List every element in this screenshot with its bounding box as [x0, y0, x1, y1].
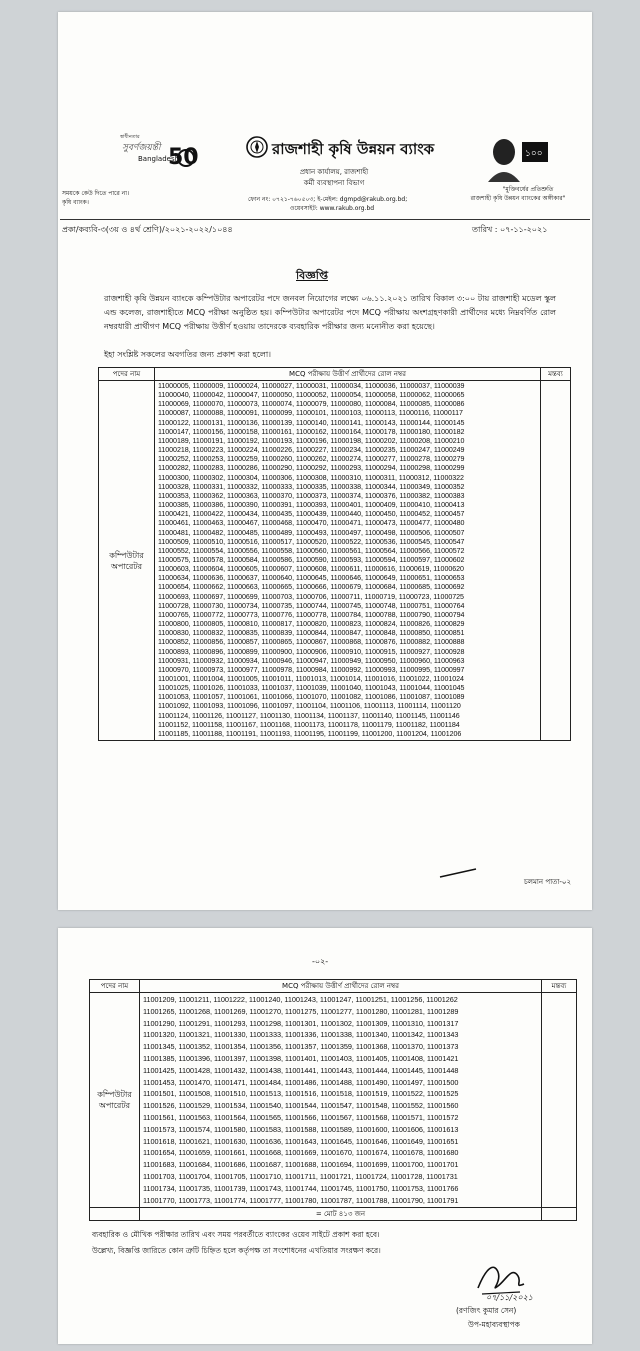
bangladesh-logo-text: Bangladesh: [138, 155, 180, 163]
roll-row: 11000552, 11000554, 11000556, 11000558, 11000560, 11000561, 11000564, 11000566, 11000572: [158, 546, 465, 555]
roll-row: 11001320, 11001321, 11001330, 11001333, 11001336, 11001338, 11001340, 11001342, 11001343: [143, 1030, 459, 1040]
office-line-2: কর্মী ব্যবস্থাপনা বিভাগ: [303, 179, 365, 187]
roll-row: 11001501, 11001508, 11001510, 11001513, 11001516, 11001518, 11001519, 11001522, 11001525: [143, 1089, 459, 1099]
contact-line-1: ফোন নং: ০৭২১-৭৬০৫০৩; ই-মেইল: dgmpd@rakub.org.bd;: [248, 196, 408, 203]
roll-row: 11001345, 11001352, 11001354, 11001356, 11001357, 11001359, 11001368, 11001370, 11001373: [143, 1042, 459, 1052]
roll-row: 11000147, 11000156, 11000158, 11000161, 11000162, 11000164, 11000178, 11000180, 11000182: [158, 427, 465, 436]
roll-row: 11001703, 11001704, 11001705, 11001710, 11001711, 11001721, 11001724, 11001728, 11001731: [143, 1171, 458, 1181]
col-rolls-header: MCQ পরীক্ষায় উত্তীর্ণ প্রার্থীদের রোল নম্বর: [140, 980, 542, 993]
continued-note: চলমান পাতা-০২: [524, 878, 572, 886]
roll-row: 11001654, 11001659, 11001661, 11001668, 11001669, 11001670, 11001674, 11001678, 11001680: [143, 1148, 459, 1158]
roll-row: 11001683, 11001684, 11001686, 11001687, 11001688, 11001694, 11001699, 11001700, 11001701: [143, 1160, 459, 1170]
notice-body: রাজশাহী কৃষি উন্নয়ন ব্যাংকে কম্পিউটার অপারেটর পদে জনবল নিয়োগের লক্ষ্যে ০৬.১১.২০২১ তারিখ বিকাল ৩:০০ টায় রাজশাহী মডেল স্কুল এন্ড কলেজ, রাজশাহীতে MCQ পরীক্ষা অনুষ্ঠিত হয়। কম্পিউটার অপারেটর পদে MCQ পরীক্ষায় অংশগ্রহণকারী প্রার্থীদের মধ্যে নিম্নবর্ণিত রোল নম্বরধারী প্রার্থীগণ MCQ পরীক্ষায় উত্তীর্ণ হওয়ায় তাদেরকে ব্যবহারিক পরীক্ষার জন্য মনোনীত করা হয়েছে।: [104, 294, 556, 331]
roll-row: 11000005, 11000009, 11000024, 11000027, 11000031, 11000034, 11000036, 11000037, 11000039: [158, 382, 465, 390]
col-post-header: পদের নাম: [99, 368, 155, 381]
roll-row: 11000385, 11000386, 11000390, 11000391, 11000393, 11000401, 11000409, 11000410, 11000413: [158, 501, 465, 510]
roll-row: 11000218, 11000223, 11000224, 11000226, 11000227, 11000234, 11000235, 11000247, 11000249: [158, 446, 465, 455]
roll-table-page-1: [98, 367, 571, 741]
roll-row: 11000765, 11000772, 11000773, 11000776, 11000778, 11000784, 11000788, 11000790, 11000794: [158, 610, 465, 619]
office-line-1: প্রধান কার্যালয়, রাজশাহী: [299, 168, 369, 176]
notice-title: বিজ্ঞপ্তি: [296, 269, 328, 282]
roll-row: 11000069, 11000070, 11000073, 11000074, 11000079, 11000080, 11000084, 11000085, 11000086: [158, 400, 465, 409]
roll-row: 11000353, 11000362, 11000363, 11000370, 11000373, 11000374, 11000376, 11000382, 11000383: [158, 491, 465, 500]
roll-row: 11000970, 11000973, 11000977, 11000978, 11000984, 11000992, 11000993, 11000995, 11000997: [158, 665, 465, 674]
col-remarks-header: মন্তব্য: [541, 368, 571, 381]
roll-row: 11001124, 11001126, 11001127, 11001130, 11001134, 11001137, 11001140, 11001145, 11001146: [158, 711, 460, 720]
roll-row: 11001526, 11001529, 11001534, 11001540, 11001544, 11001547, 11001548, 11001552, 11001560: [143, 1101, 459, 1111]
total-row-remarks: [542, 1208, 577, 1221]
signature-date: ০৭/১১/২০২১: [486, 1293, 533, 1302]
bank-emblem-icon: [246, 136, 268, 158]
info-line: ইহা সংশ্লিষ্ট সকলের অবগতির জন্য প্রকাশ করা হলো।: [104, 350, 272, 359]
right-quote-2: রাজশাহী কৃষি উন্নয়ন ব্যাংকের অঙ্গীকার": [470, 195, 566, 202]
roll-row: 11000575, 11000578, 11000584, 11000586, 11000590, 11000593, 11000594, 11000597, 11000602: [158, 555, 465, 564]
roll-row: 11000252, 11000253, 11000259, 11000260, 11000262, 11000274, 11000277, 11000278, 11000279: [158, 455, 465, 464]
roll-row: 11000893, 11000896, 11000899, 11000900, 11000906, 11000910, 11000915, 11000927, 11000928: [158, 647, 465, 656]
signature-scribble: [438, 864, 478, 883]
roll-row: 11001561, 11001563, 11001564, 11001565, 11001566, 11001567, 11001568, 11001571, 11001572: [143, 1112, 459, 1122]
roll-row: 11000481, 11000482, 11000485, 11000489, 11000493, 11000497, 11000498, 11000506, 11000507: [158, 528, 465, 537]
right-quote-1: "মুক্তিবর্ষের প্রতিশ্রুতি: [502, 186, 554, 193]
roll-row: 11000461, 11000463, 11000467, 11000468, 11000470, 11000471, 11000473, 11000477, 11000480: [158, 519, 465, 528]
signatory-title: উপ-মহাব্যবস্থাপক: [468, 1320, 520, 1329]
bangladesh-50-icon: [120, 130, 200, 174]
roll-row: 11000300, 11000302, 11000304, 11000306, 11000308, 11000310, 11000311, 11000312, 11000322: [158, 473, 464, 482]
roll-row: 11001385, 11001396, 11001397, 11001398, 11001401, 11001403, 11001405, 11001408, 11001421: [143, 1053, 459, 1063]
roll-row: 11000634, 11000636, 11000637, 11000640, 11000645, 11000646, 11000649, 11000651, 11000653: [158, 574, 465, 583]
bangladesh-50-logo: [120, 130, 200, 174]
bank-name: রাজশাহী কৃষি উন্নয়ন ব্যাংক: [272, 140, 435, 158]
bank-emblem: [246, 136, 268, 162]
roll-numbers-cell: [155, 381, 541, 741]
roll-row: 11000654, 11000662, 11000663, 11000665, 11000666, 11000679, 11000684, 11000685, 11000692: [158, 583, 465, 592]
remarks-cell: [542, 993, 577, 1208]
left-slogan-2: কৃষি ব্যাংক।: [62, 199, 89, 206]
roll-row: 11000189, 11000191, 11000192, 11000193, 11000196, 11000198, 11000202, 11000208, 11000210: [158, 436, 465, 445]
note-exam-schedule: ব্যবহারিক ও মৌখিক পরীক্ষার তারিখ এবং সময় পরবর্তীতে ব্যাংকের ওয়েব সাইটে প্রকাশ করা হবে।: [92, 1230, 380, 1239]
total-row-blank: [90, 1208, 140, 1221]
roll-row: 11000421, 11000422, 11000434, 11000435, 11000439, 11000440, 11000450, 11000452, 11000457: [158, 510, 465, 519]
header-divider: [60, 219, 590, 220]
svg-text:১০০: ১০০: [525, 149, 543, 159]
roll-row: 11000509, 11000510, 11000516, 11000517, 11000520, 11000522, 11000536, 11000545, 11000547: [158, 537, 465, 546]
page-number: -০২-: [312, 957, 329, 966]
roll-row: 11001185, 11001188, 11001191, 11001193, 11001195, 11001199, 11001200, 11001204, 11001206: [158, 729, 462, 738]
roll-row: 11001618, 11001621, 11001630, 11001636, 11001643, 11001645, 11001646, 11001649, 11001651: [143, 1136, 459, 1146]
roll-table-page-2: [89, 979, 577, 1221]
svg-text:স্বাধীনতার: স্বাধীনতার: [120, 134, 140, 140]
mujib-100-logo: [482, 130, 550, 182]
roll-row: 11000282, 11000283, 11000286, 11000290, 11000292, 11000293, 11000294, 11000298, 11000299: [158, 464, 465, 473]
col-rolls-header: MCQ পরীক্ষায় উত্তীর্ণ প্রার্থীদের রোল নম্বর: [155, 368, 541, 381]
notice-page-2: [58, 928, 592, 1344]
signatory-name: (রণজিৎ কুমার সেন): [456, 1306, 517, 1315]
note-correction-rights: উল্লেখ্য, বিজ্ঞপ্তি জারিতে কোন ত্রুটি চিহ্নিত হলে কর্তৃপক্ষ তা সংশোধনের এখতিয়ার সংরক্ষণ করে।: [92, 1246, 381, 1255]
roll-row: 11000040, 11000042, 11000047, 11000050, 11000052, 11000054, 11000058, 11000062, 11000065: [158, 391, 465, 400]
portrait-icon: [482, 130, 550, 182]
remarks-cell: [541, 381, 571, 741]
roll-row: 11001573, 11001574, 11001580, 11001583, 11001588, 11001589, 11001600, 11001606, 11001613: [143, 1124, 459, 1134]
roll-row: 11001734, 11001735, 11001739, 11001743, 11001744, 11001745, 11001750, 11001753, 11001766: [143, 1183, 459, 1193]
roll-row: 11000852, 11000856, 11000857, 11000865, 11000867, 11000868, 11000876, 11000882, 11000888: [158, 638, 465, 647]
roll-row: 11001453, 11001470, 11001471, 11001484, 11001486, 11001488, 11001490, 11001497, 11001500: [143, 1077, 459, 1087]
roll-row: 11000693, 11000697, 11000699, 11000703, 11000706, 11000711, 11000719, 11000723, 11000725: [158, 592, 464, 601]
memo-number: প্রকা/কব্যবি-৩(৩য় ও ৪র্থ শ্রেণি)/২০২১-২০২২/১০৪৪: [62, 225, 233, 234]
roll-row: 11001209, 11001211, 11001222, 11001240, 11001243, 11001247, 11001251, 11001256, 11001262: [143, 995, 458, 1004]
roll-row: 11000800, 11000805, 11000810, 11000817, 11000820, 11000823, 11000824, 11000826, 11000829: [158, 620, 465, 629]
roll-row: 11001025, 11001026, 11001033, 11001037, 11001039, 11001040, 11001043, 11001044, 11001045: [158, 684, 465, 693]
notice-page-1: [58, 12, 592, 910]
signature-mark-icon: [438, 867, 478, 879]
svg-text:50: 50: [168, 145, 199, 170]
post-name-cell: কম্পিউটার অপারেটর: [99, 381, 155, 741]
roll-row: 11001290, 11001291, 11001293, 11001298, 11001301, 11001302, 11001309, 11001310, 11001317: [143, 1018, 459, 1028]
roll-row: 11001770, 11001773, 11001774, 11001777, 11001780, 11001787, 11001788, 11001790, 11001791: [143, 1195, 459, 1205]
roll-row: 11000931, 11000932, 11000934, 11000946, 11000947, 11000949, 11000950, 11000960, 11000963: [158, 656, 465, 665]
roll-row: 11001092, 11001093, 11001096, 11001097, 11001104, 11001106, 11001113, 11001114, 11001120: [158, 702, 461, 711]
notice-date: তারিখ : ০৭-১১-২০২১: [472, 225, 548, 234]
roll-row: 11000087, 11000088, 11000091, 11000099, 11000101, 11000103, 11000113, 11000116, 11000117: [158, 409, 463, 418]
col-post-header: পদের নাম: [90, 980, 140, 993]
roll-row: 11001265, 11001268, 11001269, 11001270, 11001275, 11001277, 11001280, 11001281, 11001289: [143, 1006, 459, 1016]
roll-row: 11000728, 11000730, 11000734, 11000735, 11000744, 11000745, 11000748, 11000751, 11000764: [158, 601, 465, 610]
left-slogan-1: সময়কে কেউ দিতে পারে না।: [62, 190, 130, 197]
roll-row: 11001152, 11001158, 11001167, 11001168, 11001173, 11001178, 11001179, 11001182, 11001184: [158, 720, 460, 729]
total-count: = মোট ৪১৩ জন: [140, 1208, 542, 1221]
roll-row: 11000328, 11000331, 11000332, 11000333, 11000335, 11000338, 11000344, 11000349, 11000352: [158, 482, 465, 491]
contact-line-2: ওয়েবসাইট: www.rakub.org.bd: [290, 205, 375, 212]
roll-row: 11000122, 11000131, 11000136, 11000139, 11000140, 11000141, 11000143, 11000144, 11000145: [158, 418, 465, 427]
svg-text:সুবর্ণজয়ন্তী: সুবর্ণজয়ন্তী: [122, 143, 161, 153]
col-remarks-header: মন্তব্য: [542, 980, 577, 993]
post-name-cell: কম্পিউটার অপারেটর: [90, 993, 140, 1208]
roll-row: 11000830, 11000832, 11000835, 11000839, 11000844, 11000847, 11000848, 11000850, 11000851: [158, 629, 465, 638]
roll-row: 11001001, 11001004, 11001005, 11001011, 11001013, 11001014, 11001016, 11001022, 11001024: [158, 675, 464, 683]
roll-row: 11001053, 11001057, 11001061, 11001066, 11001070, 11001082, 11001086, 11001087, 11001089: [158, 693, 465, 702]
roll-row: 11000603, 11000604, 11000605, 11000607, 11000608, 11000611, 11000616, 11000619, 11000620: [158, 565, 464, 574]
roll-row: 11001425, 11001428, 11001432, 11001438, 11001441, 11001443, 11001444, 11001445, 11001448: [143, 1065, 459, 1075]
roll-numbers-cell: [140, 993, 542, 1208]
